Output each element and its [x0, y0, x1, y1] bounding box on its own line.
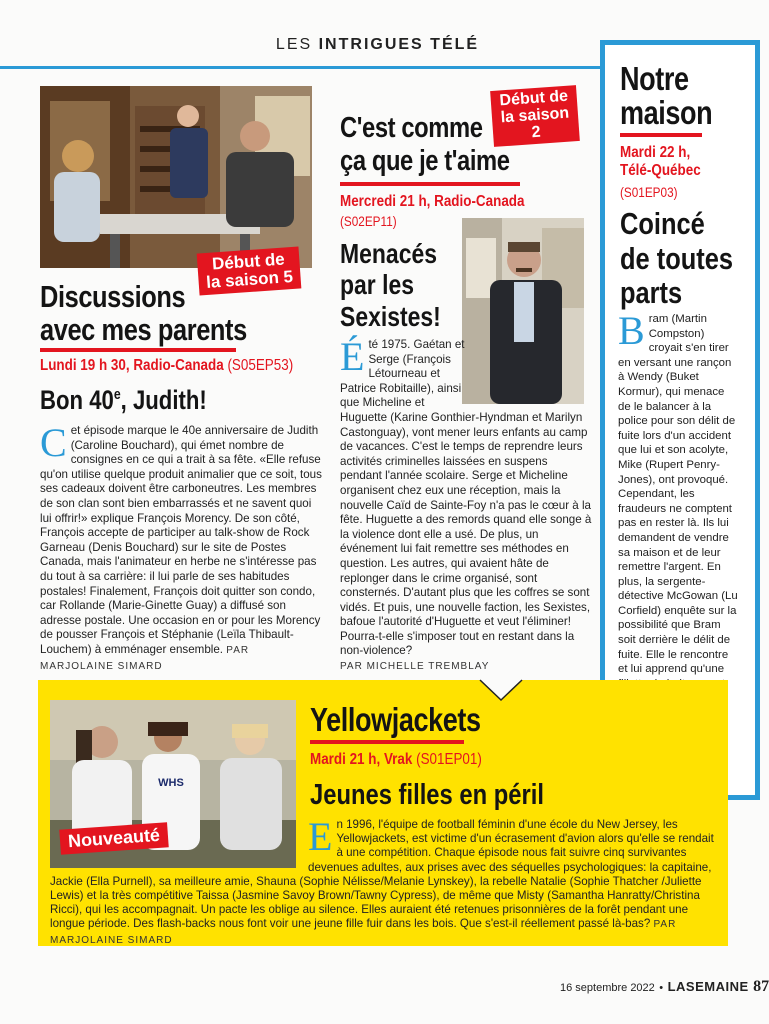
- issue-date: 16 septembre 2022: [560, 982, 655, 994]
- title-underline: [310, 740, 464, 744]
- episode-code: (S02EP11): [340, 213, 397, 229]
- title-underline: [340, 182, 520, 186]
- show-title: Yellowjackets: [310, 701, 481, 738]
- title-underline: [620, 133, 702, 137]
- section-header-prefix: LES: [275, 36, 319, 53]
- badge-line: la saison 5: [205, 266, 294, 292]
- schedule: [340, 193, 567, 211]
- byline: PAR MARJOLAINE SIMARD: [50, 919, 677, 946]
- schedule: [310, 751, 562, 769]
- article-body-text: n 1996, l'équipe de football féminin d'une école du New Jersey, les Yellowjackets, est victime d'un écrasement d'avion alors qu'elle se rendait à une compétition. Chaque épisode nous fait suivre cinq survivantes devenues adultes, aux prises avec des séquelles psychologiques: la capitaine, Jackie (Ella Purnell), sa meilleure amie, Shauna (Sophie Nélisse/Melanie Lynskey), la rebelle Natalie (Sophie Thatcher /Juliette Lewis) et la très compétitive Taissa (Jasmine Savoy Brown/Tawny Cypress), de même que Misty (Samantha Hanratty/Christina Ricci), qui les accompagnait. Un pacte les oblige au silence. Elles auraient été retenues prisonnières de la forêt pendant une longue période. Des flash-backs nous font voir une jeune fille fuir dans les bois. Que s'est-il réellement passé là-bas?: [50, 818, 714, 931]
- schedule-line: Télé-Québec: [620, 162, 701, 180]
- episode-title-line: parts: [620, 275, 683, 311]
- magazine-name: LASEMAINE: [667, 979, 749, 994]
- episode-title-text: , Judith!: [120, 385, 207, 415]
- show-title-line: Notre: [620, 60, 689, 97]
- page-number: 87: [753, 978, 769, 995]
- episode-title-line: Sexistes!: [340, 300, 441, 332]
- schedule-time: Mercredi 21 h, Radio-Canada: [340, 193, 525, 210]
- show-title: [340, 112, 553, 179]
- byline: PAR MARJOLAINE SIMARD: [40, 644, 250, 672]
- show-title: [620, 62, 735, 129]
- show-title-line: avec mes parents: [40, 312, 247, 348]
- box-notch: [480, 680, 522, 702]
- byline: PAR MICHELLE TREMBLAY: [340, 661, 490, 673]
- drop-cap: É: [340, 334, 365, 379]
- shirt-text: WHS: [158, 777, 184, 789]
- episode-title-sup: e: [113, 386, 121, 403]
- episode-title-text: Bon 40: [40, 385, 114, 415]
- drop-cap: C: [40, 420, 67, 465]
- episode-code: (S01EP03): [620, 184, 678, 200]
- discussions-photo: [40, 86, 312, 268]
- header-divider: [0, 66, 600, 69]
- episode-title: [40, 386, 253, 416]
- footer-separator: •: [659, 982, 664, 994]
- badge-line: Début de: [211, 249, 286, 274]
- show-title-line: ça que je t'aime: [340, 145, 510, 178]
- episode-title: [620, 207, 743, 311]
- article-body: [50, 814, 718, 946]
- badge-line: la saison 2: [500, 104, 570, 141]
- drop-cap: B: [618, 308, 645, 353]
- show-title: [40, 280, 302, 347]
- drop-cap: E: [308, 814, 333, 859]
- badge-line: Nouveauté: [67, 824, 161, 852]
- schedule: [620, 144, 738, 181]
- page-footer: [560, 978, 769, 996]
- episode-code: (S05EP53): [227, 357, 294, 374]
- show-title-line: Discussions: [40, 279, 186, 314]
- schedule-time: Lundi 19 h 30, Radio-Canada: [40, 357, 224, 374]
- episode-code: (S01EP01): [416, 751, 482, 768]
- show-title-line: C'est comme: [340, 112, 483, 144]
- episode-title-line: Coincé: [620, 206, 705, 241]
- title-underline: [40, 348, 236, 352]
- article-body: [340, 334, 592, 673]
- schedule-line: Mardi 22 h,: [620, 144, 691, 161]
- article-body-text: té 1975. Gaétan et Serge (François Létourneau et Patrice Robitaille), ainsi que Micheline et Huguette (Karine Gonthier-Hyndman et Marilyn Castonguay), vont mener leurs enfants au camp de vacances. C'est le temps de reprendre leurs activités criminelles laissées en suspens pendant l'année scolaire. Serge et Micheline organisent chez eux une réception, mais la nouvelle Caïd de Sainte-Foy n'a pas le cœur à la fête. Huguette a des remords quand elle songe à la violence dont elle a usé. De plus, un événement lui fait remettre ses méthodes en question. Les autres, qui avaient hâte de replonger dans le crime organisé, sont consternés. D'autant plus que les coffres se sont vidés. Et puis, une nouvelle faction, les Sexistes, bafoue l'autorité d'Huguette et veut l'éliminer! Pourra-t-elle s'imposer tout en restant dans la non-violence?: [340, 338, 592, 658]
- section-header-emphasis: INTRIGUES TÉLÉ: [318, 36, 480, 53]
- episode-title: [340, 238, 471, 332]
- episode-title: Jeunes filles en péril: [310, 779, 544, 811]
- schedule-time: Mardi 21 h, Vrak: [310, 751, 413, 768]
- badge-line: Début de: [499, 87, 569, 110]
- episode-title-line: par les: [340, 269, 415, 301]
- show-title-line: maison: [620, 93, 713, 131]
- article-body-text: et épisode marque le 40e anniversaire de Judith (Caroline Bouchard), qui émet nombre de consignes en ce qui a trait à sa fête. «Elle refuse qu'on utilise quelque produit animalier que ce soit, tous ses cadeaux doivent être carboneutres. Les membres de son clan sont bien embarrassés et ne savent quoi lui offrir!» explique François Morency. De son côté, François accepte de participer au talk-show de Rock Garneau (Denis Bouchard) sur le site de Postes Canada, mais l'animateur en herbe ne s'intéresse pas du tout à sa carrière: il lui parle de ses habitudes postales! Finalement, François doit quitter son condo, car Rollande (Marie-Ginette Guay) a diffusé son adresse postale. Une occasion en or pour les Morency de pousser François et Stéphanie (Leïla Thibault-Louchem) à emménager ensemble.: [40, 424, 322, 656]
- episode-title-line: Menacés: [340, 238, 438, 269]
- photo-wrap-spacer: [466, 338, 592, 406]
- episode-title-line: de toutes: [620, 240, 733, 276]
- schedule: [40, 357, 326, 375]
- article-body-text: ram (Martin Compston) croyait s'en tirer en versant une rançon à Wendy (Buket Kormur), qui menace de le balancer à la police pour son délit de fuite lors d'un accident que lui et son acolyte, Mike (Rupert Penry-Jones), ont provoqué. Cependant, les fraudeurs ne comptent pas en rester là. Ils lui demandent de vendre sa maison et de leur remettre l'argent. En plus, la sergente-détective McGowan (Lu Corfield) enquête sur la possibilité que Bram soit derrière le délit de fuite. Elle le rencontre et lui apprend qu'une: [618, 313, 738, 676]
- photo-wrap-spacer: [50, 818, 308, 870]
- article-body: [40, 420, 322, 672]
